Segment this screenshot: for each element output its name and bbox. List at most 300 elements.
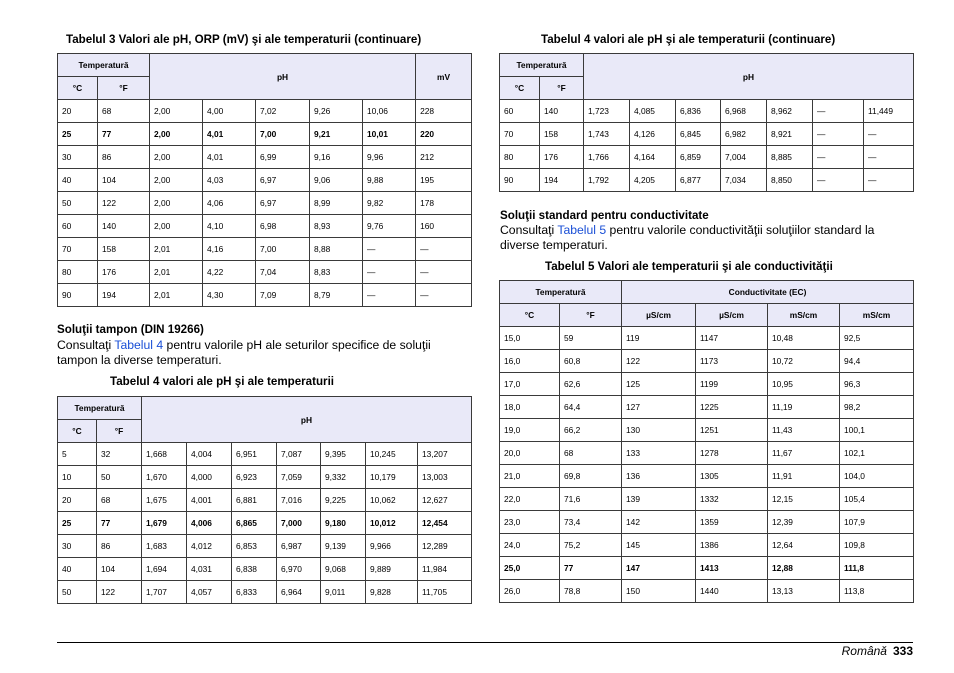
table-cell: 158 [98, 238, 150, 261]
table-cell: 10,95 [768, 373, 840, 396]
table-cell: 7,000 [277, 512, 321, 535]
table-cell: 8,962 [767, 100, 813, 123]
table-cell: 4,00 [203, 100, 256, 123]
table-cell: 2,01 [150, 238, 203, 261]
table-cell: 69,8 [560, 465, 622, 488]
table-cell: 11,449 [864, 100, 914, 123]
table-cell: 7,09 [256, 284, 310, 307]
table-row [500, 511, 914, 534]
table-row [58, 489, 472, 512]
table-cell: 78,8 [560, 580, 622, 603]
table-cell: 4,30 [203, 284, 256, 307]
table-cell: 1,679 [142, 512, 187, 535]
table4 [57, 396, 472, 604]
table-row [58, 238, 472, 261]
table-cell: 6,951 [232, 443, 277, 466]
table-cell: 9,76 [363, 215, 416, 238]
table-cell: 13,003 [418, 466, 472, 489]
table-cell: 9,88 [363, 169, 416, 192]
table-cell: 32 [97, 443, 142, 466]
table-cell: 13,207 [418, 443, 472, 466]
table-cell: 9,225 [321, 489, 366, 512]
table-row [58, 558, 472, 581]
table-cell: 1,792 [584, 169, 630, 192]
table-cell: 4,085 [630, 100, 676, 123]
table-cell: 86 [98, 146, 150, 169]
table-cell: 26,0 [500, 580, 560, 603]
table-cell: — [363, 238, 416, 261]
table4cont-header-celsius: °C [500, 77, 540, 100]
table-cell: — [363, 284, 416, 307]
table-cell: 50 [58, 192, 98, 215]
table-cell: 4,031 [187, 558, 232, 581]
table-cell: 25 [58, 123, 98, 146]
table-cell: 12,64 [768, 534, 840, 557]
table-cell: 1,707 [142, 581, 187, 604]
table-row [500, 169, 914, 192]
table-cell: 10,06 [363, 100, 416, 123]
table-cell: 50 [58, 581, 97, 604]
table-cell: 10,72 [768, 350, 840, 373]
conductivity-text-before: Consultaţi [500, 223, 558, 237]
table-cell: 1386 [696, 534, 768, 557]
table-cell: 40 [58, 169, 98, 192]
table-cell: 113,8 [840, 580, 914, 603]
table-cell: 60,8 [560, 350, 622, 373]
table-cell: 4,057 [187, 581, 232, 604]
table5 [499, 280, 914, 603]
table-cell: 6,97 [256, 192, 310, 215]
table-cell: 9,180 [321, 512, 366, 535]
table-cell: 62,6 [560, 373, 622, 396]
table-cell: 9,395 [321, 443, 366, 466]
table-cell: 1147 [696, 327, 768, 350]
table-cell: 12,627 [418, 489, 472, 512]
table-cell: 6,982 [721, 123, 767, 146]
table-cell: — [813, 169, 864, 192]
table-cell: 9,332 [321, 466, 366, 489]
table-cell: 9,82 [363, 192, 416, 215]
table-row [500, 146, 914, 169]
table-row [500, 100, 914, 123]
table-cell: 105,4 [840, 488, 914, 511]
table-cell: 73,4 [560, 511, 622, 534]
table-cell: 1225 [696, 396, 768, 419]
table-cell: 1,670 [142, 466, 187, 489]
table4-link[interactable]: Tabelul 4 [114, 338, 164, 352]
table-cell: 2,00 [150, 192, 203, 215]
table-cell: 11,91 [768, 465, 840, 488]
table-cell: 4,10 [203, 215, 256, 238]
table-cell: 15,0 [500, 327, 560, 350]
table-cell: 12,88 [768, 557, 840, 580]
table-cell: 7,059 [277, 466, 321, 489]
table-cell: 86 [97, 535, 142, 558]
page-footer [842, 644, 913, 658]
table-row [58, 443, 472, 466]
table-cell: 70 [58, 238, 98, 261]
table-cell: 30 [58, 146, 98, 169]
table-cell: 6,97 [256, 169, 310, 192]
table-cell: 4,06 [203, 192, 256, 215]
table-cell: 64,4 [560, 396, 622, 419]
table-cell: 11,67 [768, 442, 840, 465]
table-cell: 4,205 [630, 169, 676, 192]
table-cell: 8,79 [310, 284, 363, 307]
table-cell: 9,96 [363, 146, 416, 169]
conductivity-section-heading: Soluţii standard pentru conductivitate [500, 209, 709, 222]
table4cont-caption: Tabelul 4 valori ale pH şi ale temperaturii (continuare) [541, 33, 836, 46]
table5-header-fahrenheit: °F [560, 304, 622, 327]
table5-header-uscm-1: µS/cm [622, 304, 696, 327]
table-cell: 50 [97, 466, 142, 489]
table-cell: 6,853 [232, 535, 277, 558]
table-cell: 77 [98, 123, 150, 146]
table-cell: 6,987 [277, 535, 321, 558]
table-cell: 6,859 [676, 146, 721, 169]
table-cell: 125 [622, 373, 696, 396]
table-cell: 23,0 [500, 511, 560, 534]
footer-language: Română [841, 644, 887, 658]
table-cell: 10,012 [366, 512, 418, 535]
table-row [58, 261, 472, 284]
table-row [58, 581, 472, 604]
table-row [58, 215, 472, 238]
table-cell: 1,723 [584, 100, 630, 123]
table-cell: 18,0 [500, 396, 560, 419]
table-cell: 111,8 [840, 557, 914, 580]
table-row [500, 488, 914, 511]
table-row [500, 327, 914, 350]
table-row [500, 373, 914, 396]
table-cell: 228 [416, 100, 472, 123]
table-cell: 25 [58, 512, 97, 535]
table-cell: 4,16 [203, 238, 256, 261]
table-cell: 5 [58, 443, 97, 466]
table-row [500, 396, 914, 419]
table4-header-ph: pH [142, 397, 472, 443]
table-cell: 20,0 [500, 442, 560, 465]
table-cell: 12,39 [768, 511, 840, 534]
table-cell: 6,98 [256, 215, 310, 238]
table-cell: 80 [500, 146, 540, 169]
table-cell: 7,00 [256, 238, 310, 261]
table-cell: 30 [58, 535, 97, 558]
conductivity-section-text [500, 223, 910, 253]
table-cell: 6,970 [277, 558, 321, 581]
table-cell: 7,04 [256, 261, 310, 284]
table-cell: 2,01 [150, 261, 203, 284]
table-row [58, 123, 472, 146]
table-cell: — [416, 284, 472, 307]
table-cell: 122 [622, 350, 696, 373]
table5-header-celsius: °C [500, 304, 560, 327]
table-cell: 145 [622, 534, 696, 557]
table-cell: 40 [58, 558, 97, 581]
table-cell: 11,984 [418, 558, 472, 581]
table-cell: 140 [98, 215, 150, 238]
table-cell: 1359 [696, 511, 768, 534]
table-cell: 7,034 [721, 169, 767, 192]
footer-rule [57, 642, 913, 643]
table-cell: 11,43 [768, 419, 840, 442]
buffer-section-text [57, 338, 467, 368]
table-cell: 9,828 [366, 581, 418, 604]
table-cell: 133 [622, 442, 696, 465]
table-cell: 24,0 [500, 534, 560, 557]
table-cell: 9,139 [321, 535, 366, 558]
table-cell: 21,0 [500, 465, 560, 488]
table5-header-mscm-2: mS/cm [840, 304, 914, 327]
table-cell: 147 [622, 557, 696, 580]
table-cell: 4,01 [203, 123, 256, 146]
table-cell: 2,00 [150, 215, 203, 238]
table-cell: 19,0 [500, 419, 560, 442]
table-cell: 1,668 [142, 443, 187, 466]
table5-header-uscm-2: µS/cm [696, 304, 768, 327]
table-row [58, 466, 472, 489]
table5-body [500, 327, 914, 603]
table-cell: 6,838 [232, 558, 277, 581]
table3-body [58, 100, 472, 307]
table-row [500, 534, 914, 557]
table3-header-mv: mV [416, 54, 472, 100]
table-cell: 6,881 [232, 489, 277, 512]
table-cell: 1,694 [142, 558, 187, 581]
table4cont-header-ph: pH [584, 54, 914, 100]
table-row [500, 442, 914, 465]
table3-caption: Tabelul 3 Valori ale pH, ORP (mV) şi ale temperaturii (continuare) [66, 33, 422, 46]
table-cell: 109,8 [840, 534, 914, 557]
table-cell: 140 [540, 100, 584, 123]
table4cont-body [500, 100, 914, 192]
table-cell: 1,766 [584, 146, 630, 169]
table-cell: — [416, 238, 472, 261]
table-cell: 104 [98, 169, 150, 192]
table-cell: 150 [622, 580, 696, 603]
table-cell: 4,03 [203, 169, 256, 192]
table-cell: — [864, 123, 914, 146]
table-cell: 4,004 [187, 443, 232, 466]
table-cell: 194 [98, 284, 150, 307]
table-cell: 9,26 [310, 100, 363, 123]
table-cell: 13,13 [768, 580, 840, 603]
table-row [500, 580, 914, 603]
table-cell: 90 [500, 169, 540, 192]
table4-caption: Tabelul 4 valori ale pH şi ale temperaturii [110, 375, 335, 388]
table-cell: 25,0 [500, 557, 560, 580]
table-cell: — [813, 100, 864, 123]
table-cell: 6,968 [721, 100, 767, 123]
table-cell: 9,068 [321, 558, 366, 581]
table-cell: 122 [97, 581, 142, 604]
table-row [500, 419, 914, 442]
table-cell: 1,743 [584, 123, 630, 146]
table-cell: 16,0 [500, 350, 560, 373]
table-cell: 104,0 [840, 465, 914, 488]
table-cell: 12,454 [418, 512, 472, 535]
table-row [58, 535, 472, 558]
table-cell: 1278 [696, 442, 768, 465]
table-cell: 127 [622, 396, 696, 419]
table-cell: 7,016 [277, 489, 321, 512]
table-cell: 100,1 [840, 419, 914, 442]
table-cell: 6,964 [277, 581, 321, 604]
table-row [500, 123, 914, 146]
table-cell: 1,675 [142, 489, 187, 512]
table-cell: 68 [98, 100, 150, 123]
table-cell: 71,6 [560, 488, 622, 511]
table-cell: 90 [58, 284, 98, 307]
table-cell: 68 [560, 442, 622, 465]
table-cell: 176 [98, 261, 150, 284]
table-row [500, 465, 914, 488]
table-cell: 59 [560, 327, 622, 350]
table5-caption: Tabelul 5 Valori ale temperaturii şi ale conductivităţii [545, 260, 833, 273]
table-cell: 22,0 [500, 488, 560, 511]
table-cell: 96,3 [840, 373, 914, 396]
table-cell: 4,012 [187, 535, 232, 558]
table4cont-header-fahrenheit: °F [540, 77, 584, 100]
table-cell: 1,683 [142, 535, 187, 558]
table-cell: 1332 [696, 488, 768, 511]
table-cell: 1251 [696, 419, 768, 442]
table-cell: 6,836 [676, 100, 721, 123]
table-cell: 4,000 [187, 466, 232, 489]
table-cell: 6,877 [676, 169, 721, 192]
table3-header-fahrenheit: °F [98, 77, 150, 100]
table-cell: 176 [540, 146, 584, 169]
table-row [58, 169, 472, 192]
table-cell: 6,99 [256, 146, 310, 169]
table-row [500, 350, 914, 373]
table4-header-celsius: °C [58, 420, 97, 443]
table-cell: 11,19 [768, 396, 840, 419]
table-cell: 8,885 [767, 146, 813, 169]
table-cell: 9,966 [366, 535, 418, 558]
table-cell: 9,06 [310, 169, 363, 192]
table-cell: — [416, 261, 472, 284]
table5-link[interactable]: Tabelul 5 [557, 223, 607, 237]
table-cell: 220 [416, 123, 472, 146]
table-cell: 4,22 [203, 261, 256, 284]
table4cont [499, 53, 914, 192]
buffer-text-after: pentru valorile pH ale seturilor specifice de soluţii tampon la diverse temperaturi. [57, 338, 431, 367]
table-cell: 10,062 [366, 489, 418, 512]
table3-header-celsius: °C [58, 77, 98, 100]
table-cell: 1305 [696, 465, 768, 488]
table-cell: 10 [58, 466, 97, 489]
table-cell: 7,00 [256, 123, 310, 146]
table-cell: 20 [58, 489, 97, 512]
table-row [58, 146, 472, 169]
table-cell: — [813, 146, 864, 169]
table-cell: 1413 [696, 557, 768, 580]
table-cell: 77 [97, 512, 142, 535]
table-cell: — [864, 146, 914, 169]
table-cell: 66,2 [560, 419, 622, 442]
table-cell: 119 [622, 327, 696, 350]
table-cell: 7,087 [277, 443, 321, 466]
table-cell: 17,0 [500, 373, 560, 396]
table-cell: 6,923 [232, 466, 277, 489]
table-cell: 10,01 [363, 123, 416, 146]
table-cell: 70 [500, 123, 540, 146]
table-cell: 10,48 [768, 327, 840, 350]
table-cell: 80 [58, 261, 98, 284]
table-row [58, 512, 472, 535]
table-cell: 8,93 [310, 215, 363, 238]
table-cell: 160 [416, 215, 472, 238]
table-cell: 1440 [696, 580, 768, 603]
table-cell: 4,126 [630, 123, 676, 146]
table-cell: — [363, 261, 416, 284]
table-cell: 9,011 [321, 581, 366, 604]
table-cell: 6,865 [232, 512, 277, 535]
table-cell: 9,21 [310, 123, 363, 146]
table-cell: 9,889 [366, 558, 418, 581]
table-cell: 104 [97, 558, 142, 581]
table-cell: 8,83 [310, 261, 363, 284]
table-cell: 2,00 [150, 123, 203, 146]
table-cell: 8,88 [310, 238, 363, 261]
table-cell: 2,00 [150, 146, 203, 169]
buffer-text-before: Consultaţi [57, 338, 115, 352]
table-cell: 8,99 [310, 192, 363, 215]
table-cell: 2,01 [150, 284, 203, 307]
buffer-section-heading: Soluţii tampon (DIN 19266) [57, 323, 204, 336]
table-cell: 12,289 [418, 535, 472, 558]
table-cell: 94,4 [840, 350, 914, 373]
table-cell: 139 [622, 488, 696, 511]
table-cell: 1199 [696, 373, 768, 396]
table-cell: — [813, 123, 864, 146]
table-cell: 4,01 [203, 146, 256, 169]
table-cell: 130 [622, 419, 696, 442]
table4-body [58, 443, 472, 604]
table-cell: 4,164 [630, 146, 676, 169]
table-cell: 98,2 [840, 396, 914, 419]
table-cell: 4,006 [187, 512, 232, 535]
table-cell: 1173 [696, 350, 768, 373]
table-cell: 4,001 [187, 489, 232, 512]
table-cell: 142 [622, 511, 696, 534]
table-cell: 195 [416, 169, 472, 192]
table-cell: 11,705 [418, 581, 472, 604]
table-cell: — [864, 169, 914, 192]
table-cell: 8,921 [767, 123, 813, 146]
table-cell: 75,2 [560, 534, 622, 557]
table4-header-temperature: Temperatură [58, 397, 142, 420]
table-cell: 60 [500, 100, 540, 123]
table-cell: 2,00 [150, 169, 203, 192]
table-cell: 2,00 [150, 100, 203, 123]
table-cell: 12,15 [768, 488, 840, 511]
table-cell: 7,02 [256, 100, 310, 123]
table-cell: 107,9 [840, 511, 914, 534]
table5-header-mscm-1: mS/cm [768, 304, 840, 327]
table-cell: 77 [560, 557, 622, 580]
table-cell: 194 [540, 169, 584, 192]
table3-header-ph: pH [150, 54, 416, 100]
table5-header-conductivity: Conductivitate (EC) [622, 281, 914, 304]
table-cell: 6,833 [232, 581, 277, 604]
table3 [57, 53, 472, 307]
table-row [58, 192, 472, 215]
table-cell: 20 [58, 100, 98, 123]
table4cont-header-temperature: Temperatură [500, 54, 584, 77]
table-cell: 178 [416, 192, 472, 215]
